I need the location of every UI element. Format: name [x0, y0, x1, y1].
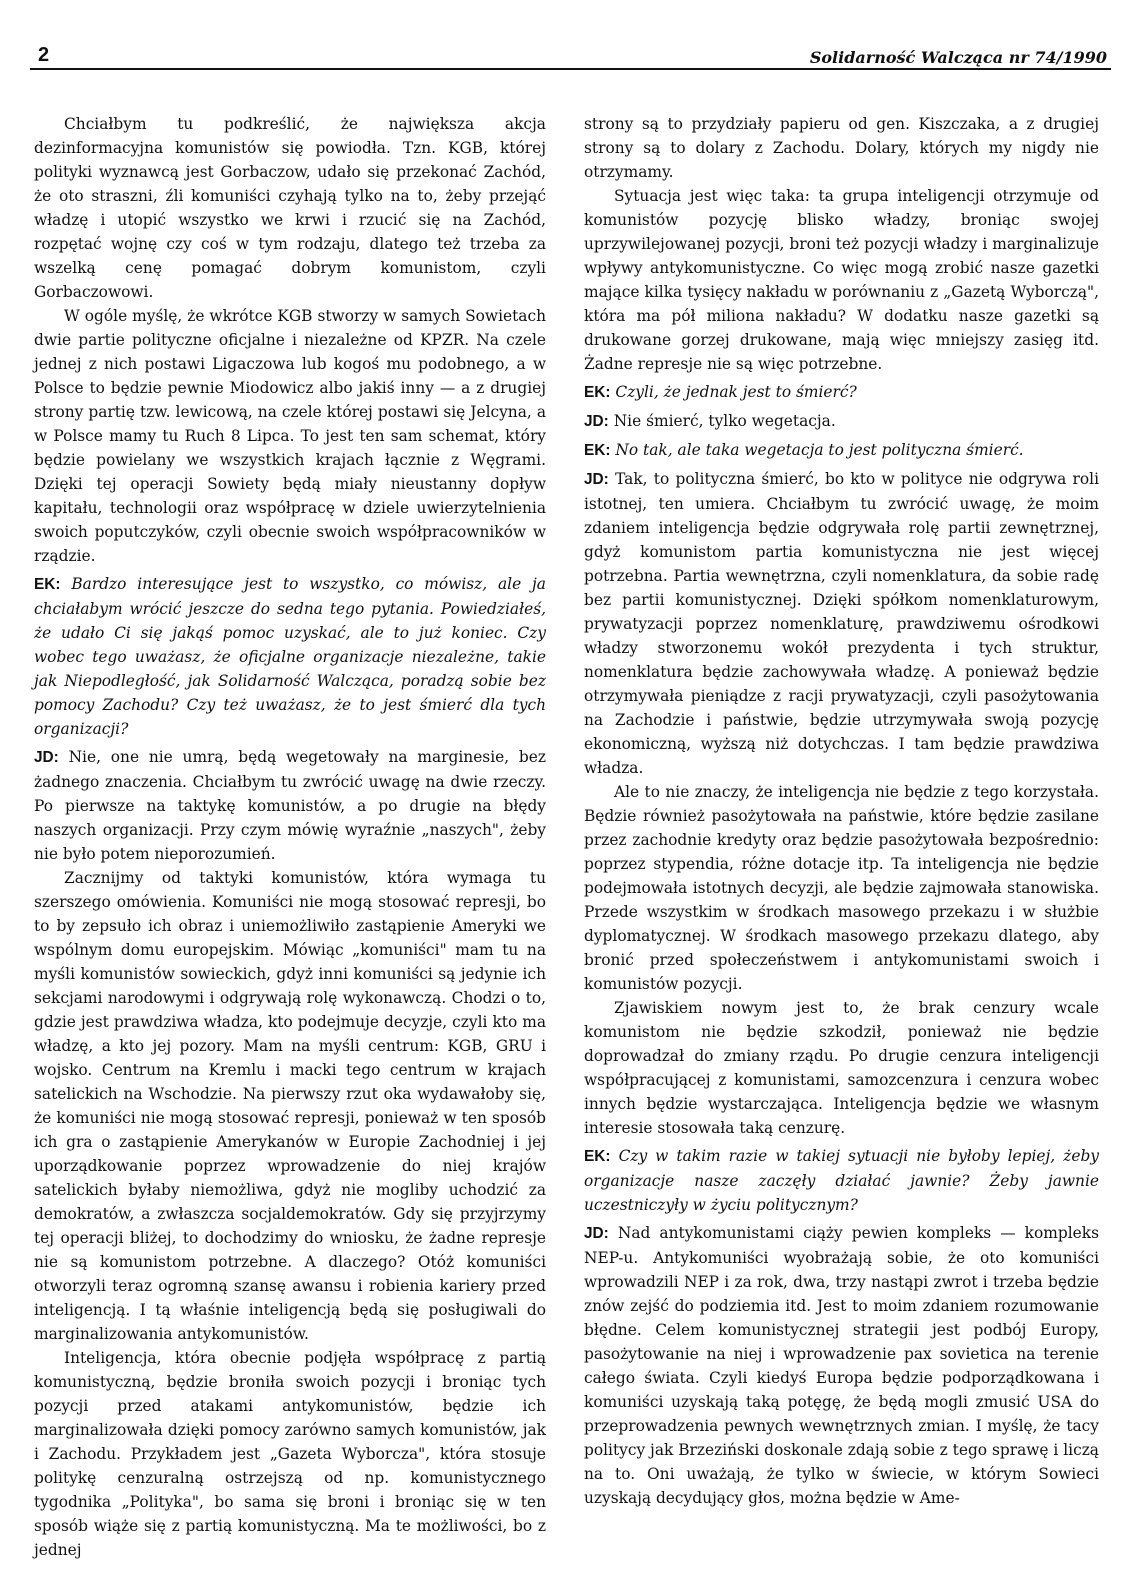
interview-question: [34, 572, 546, 741]
interview-answer: [584, 1221, 1099, 1510]
speaker-label: JD:: [584, 1225, 609, 1242]
speaker-label: JD:: [584, 413, 609, 430]
speaker-label: EK:: [34, 576, 61, 593]
interview-question: [584, 1144, 1099, 1217]
interview-answer: [584, 409, 1099, 434]
paragraph-text: W ogóle myślę, że wkrótce KGB stworzy w samych Sowietach dwie partie polityczne oficjalne i niezależne od KPZR. Na czele jednej z nich postawi Ligaczowa lub kogoś mu podobnego, a w Polsce to będzie pewnie Miodowicz albo jakiś inny — a z drugiej strony partię tzw. lewicową, na czele której postawi się Jelcyna, a w Polsce mamy tu Ruch 8 Lipca. To jest ten sam schemat, który będzie powielany we wszystkich krajach łącznie z Węgrami. Dzięki tej operacji Sowiety będą miały nieustanny dopływ kapitału, technologii oraz współpracę w dziele uwierzytelnienia swoich poputczyków, czyli obecnie swoich współpracowników w rządzie.: [34, 307, 546, 565]
paragraph-text: Zjawiskiem nowym jest to, że brak cenzury wcale komunistom nie będzie szkodził, ponieważ nie będzie doprowadzał do zmiany rządu. Po drugie cenzura inteligencji współpracującej z komunistami, samozcenzura i cenzura wobec innych będzie wystarczająca. Inteligencja będzie we własnym interesie stosowała taką cenzurę.: [584, 999, 1099, 1137]
speaker-label: EK:: [584, 442, 611, 459]
interview-answer: [584, 467, 1099, 780]
interview-answer: [34, 745, 546, 866]
left-column: [34, 112, 546, 1562]
paragraph: [584, 184, 1099, 376]
paragraph: [584, 780, 1099, 996]
paragraph-text: Czy w takim razie w takiej sytuacji nie byłoby lepiej, żeby organizacje nasze zaczęły działać jawnie? Żeby jawnie uczestniczyły w życiu politycznym?: [584, 1147, 1099, 1214]
paragraph: [34, 304, 546, 568]
interview-question: [584, 380, 1099, 405]
speaker-label: EK:: [584, 1148, 611, 1165]
paragraph-text: Chciałbym tu podkreślić, że największa akcja dezinformacyjna komunistów się powiodła. Tzn. KGB, której polityki wyznawcą jest Gorbaczow, udało się przekonać Zachód, że oto straszni, źli komuniści czyhają tylko na to, żeby przejąć władzę i utopić wszystko we krwi i rzucić się na Zachód, rozpętać wojnę czy coś w tym rodzaju, dlatego też trzeba za wszelką cenę pomagać dobrym komunistom, czyli Gorbaczowowi.: [34, 115, 546, 301]
paragraph-text: Bardzo interesujące jest to wszystko, co mówisz, ale ja chciałabym wrócić jeszcze do sedna tego pytania. Powiedziałeś, że udało Ci się jakąś pomoc uzyskać, ale to już koniec. Czy wobec tego uważasz, że oficjalne organizacje niezależne, takie jak Niepodległość, jak Solidarność Walcząca, poradzą sobie bez pomocy Zachodu? Czy też uważasz, że to jest śmierć dla tych organizacji?: [34, 575, 546, 738]
paragraph: [34, 1346, 546, 1562]
paragraph-text: Nad antykomunistami ciąży pewien kompleks — kompleks NEP-u. Antykomuniści wyobrażają sobie, że oto komuniści wprowadzili NEP i za rok, dwa, trzy nastąpi zwrot i trzeba będzie znów zejść do podziemia itd. Jest to moim zdaniem rozumowanie błędne. Celem komunistycznej strategii jest podbój Europy, pasożytowanie na niej i wprowadzenie pax sovietica na terenie całego świata. Czyli kiedyś Europa będzie podporządkowana i komuniści uzyskają taką potęgę, że będą mogli zmusić USA do przeprowadzenia pewnych wewnętrznych zmian. I myślę, że tacy politycy jak Brzeziński doskonale zdają sobie z tego sprawę i liczą na to. Oni uważają, że tylko w świecie, w którym Sowieci uzyskają decydujący głos, można będzie w Ame-: [584, 1224, 1099, 1507]
paragraph-text: Zacznijmy od taktyki komunistów, która wymaga tu szerszego omówienia. Komuniści nie mogą stosować represji, bo to by zepsuło ich obraz i uniemożliwiło zastąpienie Ameryki we wspólnym domu europejskim. Mówiąc „komuniści" mam tu na myśli komunistów sowieckich, gdyż inni komuniści są jedynie ich sekcjami narodowymi i odgrywają rolę wykonawczą. Chodzi o to, gdzie jest prawdziwa władza, kto podejmuje decyzje, czyli kto ma władzę, a kto jej pozory. Mam na myśli centrum: KGB, GRU i wojsko. Centrum na Kremlu i macki tego centrum w krajach satelickich na Wschodzie. Na pierwszy rzut oka wydawałoby się, że komuniści nie mogą stosować represji, ponieważ w ten sposób ich gra o zastąpienie Amerykanów w Europie Zachodniej i jej uporządkowanie poprzez wprowadzenie do niej krajów satelickich byłaby niemożliwa, gdyż nie mogliby uchodzić za demokratów, a zwłaszcza socjaldemokratów. Gdy się przyjrzymy tej operacji bliżej, to dochodzimy do wniosku, że żadne represje nie są komunistom potrzebne. A dlaczego? Otóż komuniści otworzyli teraz ogromną szansę awansu i robienia kariery przed inteligencją. I tą właśnie inteligencją będą się posługiwali do marginalizowania antykomunistów.: [34, 869, 546, 1343]
paragraph-text: Nie śmierć, tylko wegetacja.: [613, 412, 836, 430]
interview-question: [584, 438, 1099, 463]
paragraph-text: Nie, one nie umrą, będą wegetowały na marginesie, bez żadnego znaczenia. Chciałbym tu zwrócić uwagę na dwie rzeczy. Po pierwsze na taktykę komunistów, a po drugie na błędy naszych organizacji. Przy czym mówię wyraźnie „naszych", żeby nie było potem nieporozumień.: [34, 748, 546, 863]
paragraph: [34, 112, 546, 304]
page-header: [30, 30, 1111, 70]
paragraph-text: Czyli, że jednak jest to śmierć?: [615, 383, 857, 401]
paragraph-text: No tak, ale taka wegetacja to jest polityczna śmierć.: [615, 441, 1024, 459]
paragraph-text: Tak, to polityczna śmierć, bo kto w polityce nie odgrywa roli istotnej, ten umiera. Chciałbym tu zwrócić uwagę, że moim zdaniem inteligencja będzie odgrywała rolę partii zewnętrznej, gdyż komunistom partia komunistyczna nie jest więcej potrzebna. Partia wewnętrzna, czyli nomenklatura, da sobie radę bez partii komunistycznej. Dzięki spółkom nomenklaturowym, prywatyzacji poprzez nomenklaturę, prawdziwemu ośrodkowi władzy stworzonemu wokół prezydenta i tych struktur, nomenklatura będzie zachowywała władzę. A ponieważ będzie otrzymywała pieniądze z racji prywatyzacji, czyli pasożytowania na Zachodzie i państwie, będzie utrzymywała swoją pozycję ekonomiczną, wyższą niż dotychczas. I tam będzie prawdziwa władza.: [584, 470, 1099, 777]
paragraph-text: Sytuacja jest więc taka: ta grupa inteligencji otrzymuje od komunistów pozycję blisko władzy, broniąc swojej uprzywilejowanej pozycji, broni też pozycji władzy i marginalizuje wpływy antykomunistyczne. Co więc mogą zrobić nasze gazetki mające kilka tysięcy nakładu w porównaniu z „Gazetą Wyborczą", która ma pół miliona nakładu? W dodatku nasze gazetki są drukowane gorzej drukowane, mają więc mniejszy zasięg itd. Żadne represje nie są więc potrzebne.: [584, 187, 1099, 373]
paragraph-text: Ale to nie znaczy, że inteligencja nie będzie z tego korzystała. Będzie również pasożytowała na państwie, które będzie zasilane przez zachodnie kredyty oraz będzie pasożytowała bezpośrednio: poprzez stypendia, różne dotacje itp. Ta inteligencja nie będzie podejmowała istotnych decyzji, ale będzie zajmowała stanowiska. Przede wszystkim w środkach masowego przekazu i w służbie dyplomatycznej. W środkach masowego przekazu dlatego, aby bronić przed społeczeństwem i antykomunistami swoich i komunistów pozycji.: [584, 783, 1099, 993]
page-number: 2: [38, 44, 50, 66]
publication-title: Solidarność Walcząca nr 74/1990: [809, 48, 1107, 67]
paragraph-text: strony są to przydziały papieru od gen. Kiszczaka, a z drugiej strony są to dolary z Zachodu. Dolary, których my nigdy nie otrzymamy.: [584, 115, 1099, 181]
paragraph: [34, 866, 546, 1346]
speaker-label: JD:: [34, 749, 59, 766]
speaker-label: JD:: [584, 471, 609, 488]
paragraph-text: Inteligencja, która obecnie podjęła współpracę z partią komunistyczną, będzie broniła swoich pozycji i broniąc tych pozycji przed atakami antykomunistów, będzie ich marginalizowała dzięki pomocy zarówno samych komunistów, jak i Zachodu. Przykładem jest „Gazeta Wyborcza", która stosuje politykę cenzuralną ostrzejszą od np. komunistycznego tygodnika „Polityka", bo sama się broni i broniąc się w ten sposób wiąże się z partią komunistyczną. Ma te możliwości, bo z jednej: [34, 1349, 546, 1559]
paragraph: [584, 112, 1099, 184]
right-column: [584, 112, 1099, 1510]
paragraph: [584, 996, 1099, 1140]
speaker-label: EK:: [584, 384, 611, 401]
